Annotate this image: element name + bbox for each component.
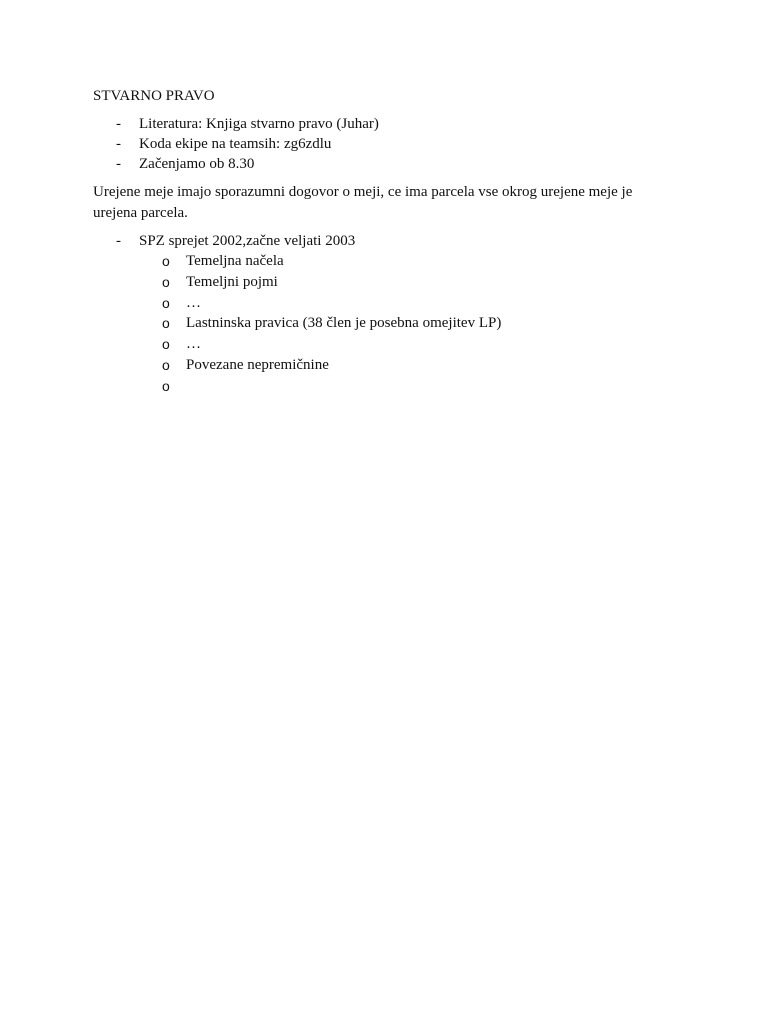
sub-list-item-text: Temeljni pojmi <box>186 273 278 290</box>
list-item <box>93 134 683 154</box>
circle-bullet: o <box>162 253 170 269</box>
dash-bullet: - <box>116 136 121 152</box>
sub-list-item <box>93 313 683 334</box>
sub-list-item-text: Lastninska pravica (38 člen je posebna omejitev LP) <box>186 315 502 332</box>
document-title: STVARNO PRAVO <box>93 88 215 104</box>
circle-bullet: o <box>162 377 170 394</box>
sub-list-item-text: … <box>186 294 201 311</box>
sub-list-item <box>93 376 683 397</box>
body-paragraph: Urejene meje imajo sporazumni dogovor o meji, ce ima parcela vse okrog urejene meje je urejena parcela. <box>93 184 633 221</box>
sub-list-item <box>93 251 683 272</box>
list-item <box>93 114 683 134</box>
sub-list-item-text: Povezane nepremičnine <box>186 356 329 373</box>
list-item <box>93 154 683 174</box>
document-body <box>93 86 683 397</box>
sub-list <box>93 251 683 397</box>
sub-list-item <box>93 293 683 314</box>
info-list <box>93 114 683 174</box>
law-list <box>93 231 683 251</box>
circle-bullet: o <box>162 336 170 353</box>
dash-bullet: - <box>116 116 121 132</box>
list-item-text: Koda ekipe na teamsih: zg6zdlu <box>139 136 332 152</box>
list-item-text: SPZ sprejet 2002,začne veljati 2003 <box>139 233 356 249</box>
circle-bullet: o <box>162 315 170 332</box>
circle-bullet: o <box>162 294 170 311</box>
dash-bullet: - <box>116 156 121 172</box>
list-item <box>93 231 683 251</box>
list-item-text: Začenjamo ob 8.30 <box>139 156 255 172</box>
sub-list-item <box>93 272 683 293</box>
sub-list-item-text: Temeljna načela <box>186 253 284 269</box>
sub-list-item <box>93 334 683 355</box>
sub-list-item <box>93 355 683 376</box>
sub-list-item-text: … <box>186 336 201 353</box>
list-item-text: Literatura: Knjiga stvarno pravo (Juhar) <box>139 116 379 132</box>
circle-bullet: o <box>162 273 170 290</box>
circle-bullet: o <box>162 356 170 373</box>
dash-bullet: - <box>116 233 121 249</box>
